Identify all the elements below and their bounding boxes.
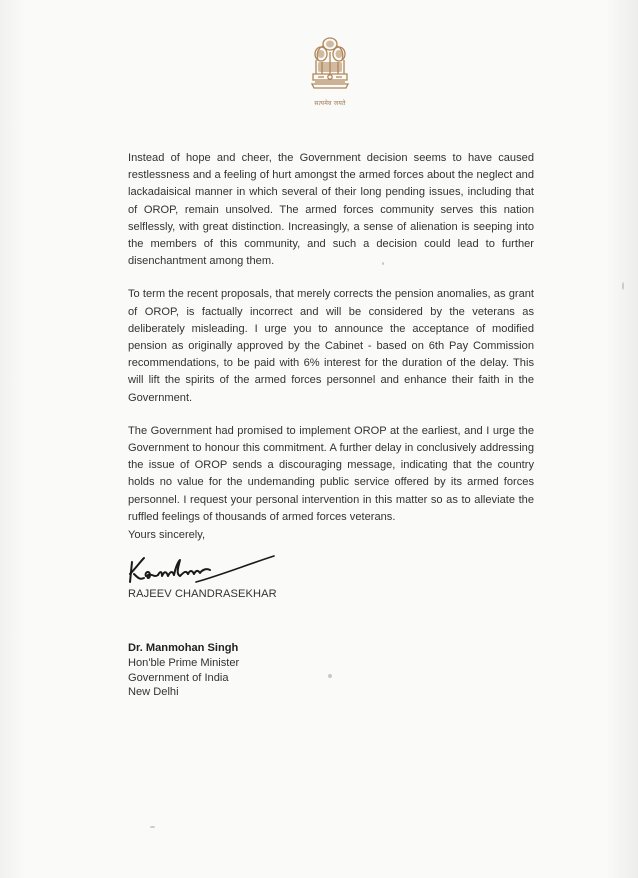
recipient-title: Hon'ble Prime Minister <box>128 656 240 669</box>
letter-body <box>128 150 534 542</box>
paragraph-1: Instead of hope and cheer, the Government decision seems to have caused restlessness and a feeling of hurt amongst the armed forces about the neglect and lackadaisical manner in which several of their long pending issues, including that of OROP, remain unsolved. The armed forces community serves this nation selflessly, with great distinction. Increasingly, a sense of alienation is seeping into the members of this community, and such a decision could lead to further disenchantment among them. <box>128 152 534 268</box>
paper-speck <box>382 262 384 265</box>
paper-speck <box>622 282 624 290</box>
paragraph-3: The Government had promised to implement OROP at the earliest, and I urge the Government to honour this commitment. A further delay in conclusively addressing the issue of OROP sends a discouraging message, indicating that the country holds no value for the undemanding public service offered by its armed forces personnel. I request your personal intervention in this matter so as to alleviate the ruffled feelings of thousands of armed forces veterans. <box>128 424 534 523</box>
recipient-block <box>128 641 239 700</box>
handwritten-signature <box>126 548 286 588</box>
paper-speck <box>150 826 155 828</box>
recipient-name: Dr. Manmohan Singh <box>128 642 239 654</box>
closing-salutation: Yours sincerely, <box>128 529 206 541</box>
recipient-organization: Government of India <box>128 671 229 684</box>
signer-name: RAJEEV CHANDRASEKHAR <box>128 588 277 600</box>
paper-speck <box>328 674 332 678</box>
paragraph-2: To term the recent proposals, that merely corrects the pension anomalies, as grant of OROP, is factually incorrect and will be considered by the veterans as deliberately misleading. I urge you to announce the acceptance of modified pension as originally approved by the Cabinet - based on 6th Pay Commission recommendations, to be paid with 6% interest for the duration of the delay. This will lift the spirits of the armed forces personnel and enhance their faith in the Government. <box>128 288 534 404</box>
emblem-motto: सत्यमेव जयते <box>314 100 346 107</box>
recipient-city: New Delhi <box>128 686 179 699</box>
